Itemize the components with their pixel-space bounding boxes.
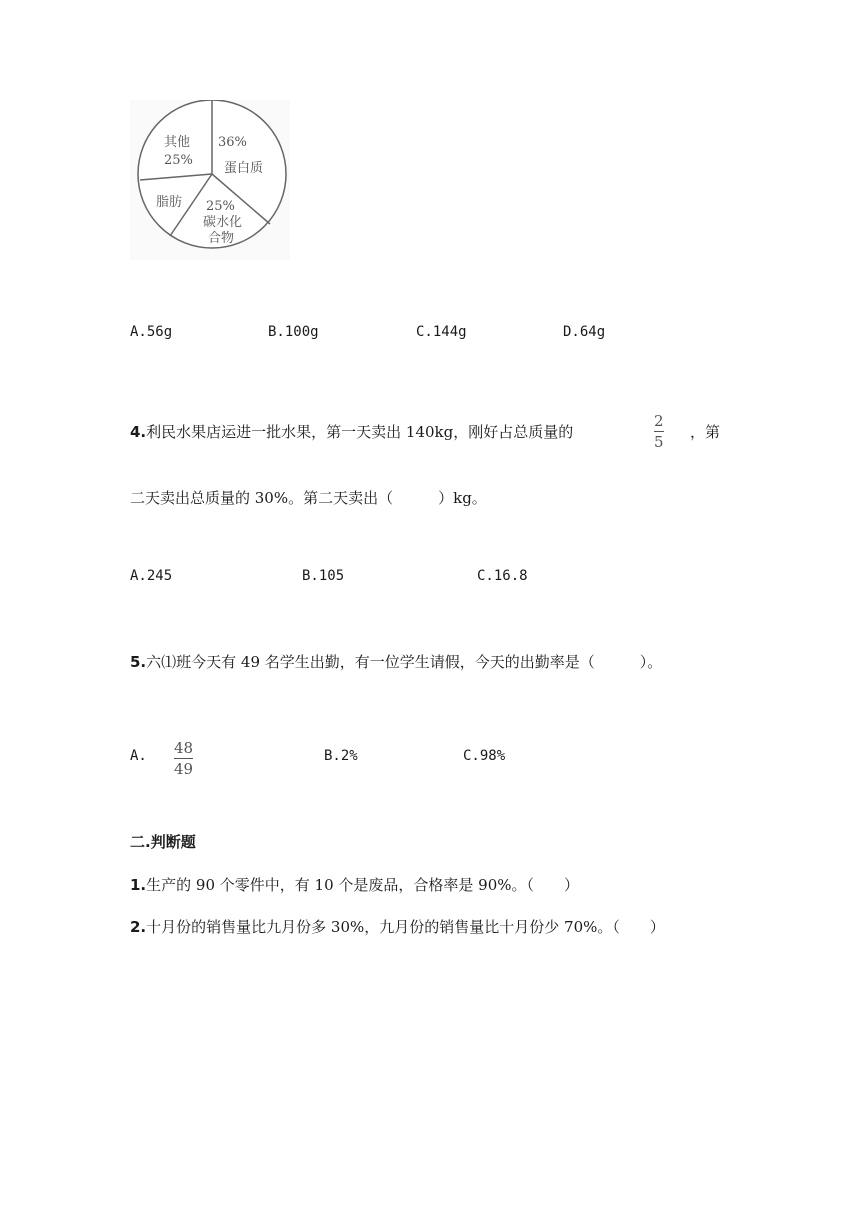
judge-item-1	[130, 874, 579, 895]
q5-text: 六⑴班今天有 49 名学生出勤，有一位学生请假，今天的出勤率是（ ）。	[146, 653, 663, 671]
fraction-bar	[654, 431, 664, 432]
judge-item-text: 十月份的销售量比九月份多 30%，九月份的销售量比十月份少 70%。（ ）	[146, 918, 665, 936]
q4-text-part1: 利民水果店运进一批水果，第一天卖出 140kg，刚好占总质量的	[146, 423, 574, 441]
nutrition-pie-chart	[130, 100, 290, 260]
q5-fraction-denominator: 49	[174, 760, 194, 778]
slice-protein-label: 蛋白质	[224, 161, 264, 176]
slice-protein-pct: 36%	[218, 135, 247, 150]
q5-option-a-prefix[interactable]: A.	[130, 748, 147, 764]
q3-option-a[interactable]: A.56g	[130, 324, 173, 340]
q4-option-c[interactable]: C.16.8	[477, 568, 528, 584]
q3-option-c[interactable]: C.144g	[416, 324, 467, 340]
q5-option-c[interactable]: C.98%	[463, 748, 506, 764]
judge-item-number: 1.	[130, 876, 147, 894]
q4-fraction-numerator: 2	[654, 412, 664, 430]
q3-option-b[interactable]: B.100g	[268, 324, 319, 340]
q5-option-b[interactable]: B.2%	[324, 748, 358, 764]
slice-carb-label-2: 合物	[208, 231, 235, 246]
q4-fraction	[654, 412, 664, 451]
q4-number: 4.	[130, 423, 147, 441]
q4-stem-line1	[130, 421, 573, 442]
judge-item-text: 生产的 90 个零件中，有 10 个是废品，合格率是 90%。（ ）	[146, 876, 579, 894]
slice-carb-pct: 25%	[206, 199, 235, 214]
q4-stem-line2: 二天卖出总质量的 30%。第二天卖出（ ）kg。	[130, 489, 487, 507]
judge-item-2	[130, 916, 665, 937]
slice-other-pct: 25%	[164, 153, 193, 168]
q5-stem	[130, 651, 662, 672]
judge-item-number: 2.	[130, 918, 147, 936]
slice-carb-label-1: 碳水化	[203, 215, 243, 230]
q3-option-d[interactable]: D.64g	[563, 324, 606, 340]
q5-number: 5.	[130, 653, 147, 671]
section-title: 二.判断题	[130, 833, 196, 851]
pie-svg	[130, 100, 290, 260]
q4-option-b[interactable]: B.105	[302, 568, 345, 584]
slice-fat-label: 脂肪	[156, 195, 183, 210]
q5-option-a-fraction[interactable]	[174, 739, 193, 778]
q4-option-a[interactable]: A.245	[130, 568, 173, 584]
fraction-bar	[174, 758, 193, 759]
slice-other-label: 其他	[164, 135, 191, 150]
q4-text-part2: ，第	[690, 423, 721, 441]
q5-fraction-numerator: 48	[174, 739, 194, 757]
q4-fraction-denominator: 5	[654, 433, 664, 451]
